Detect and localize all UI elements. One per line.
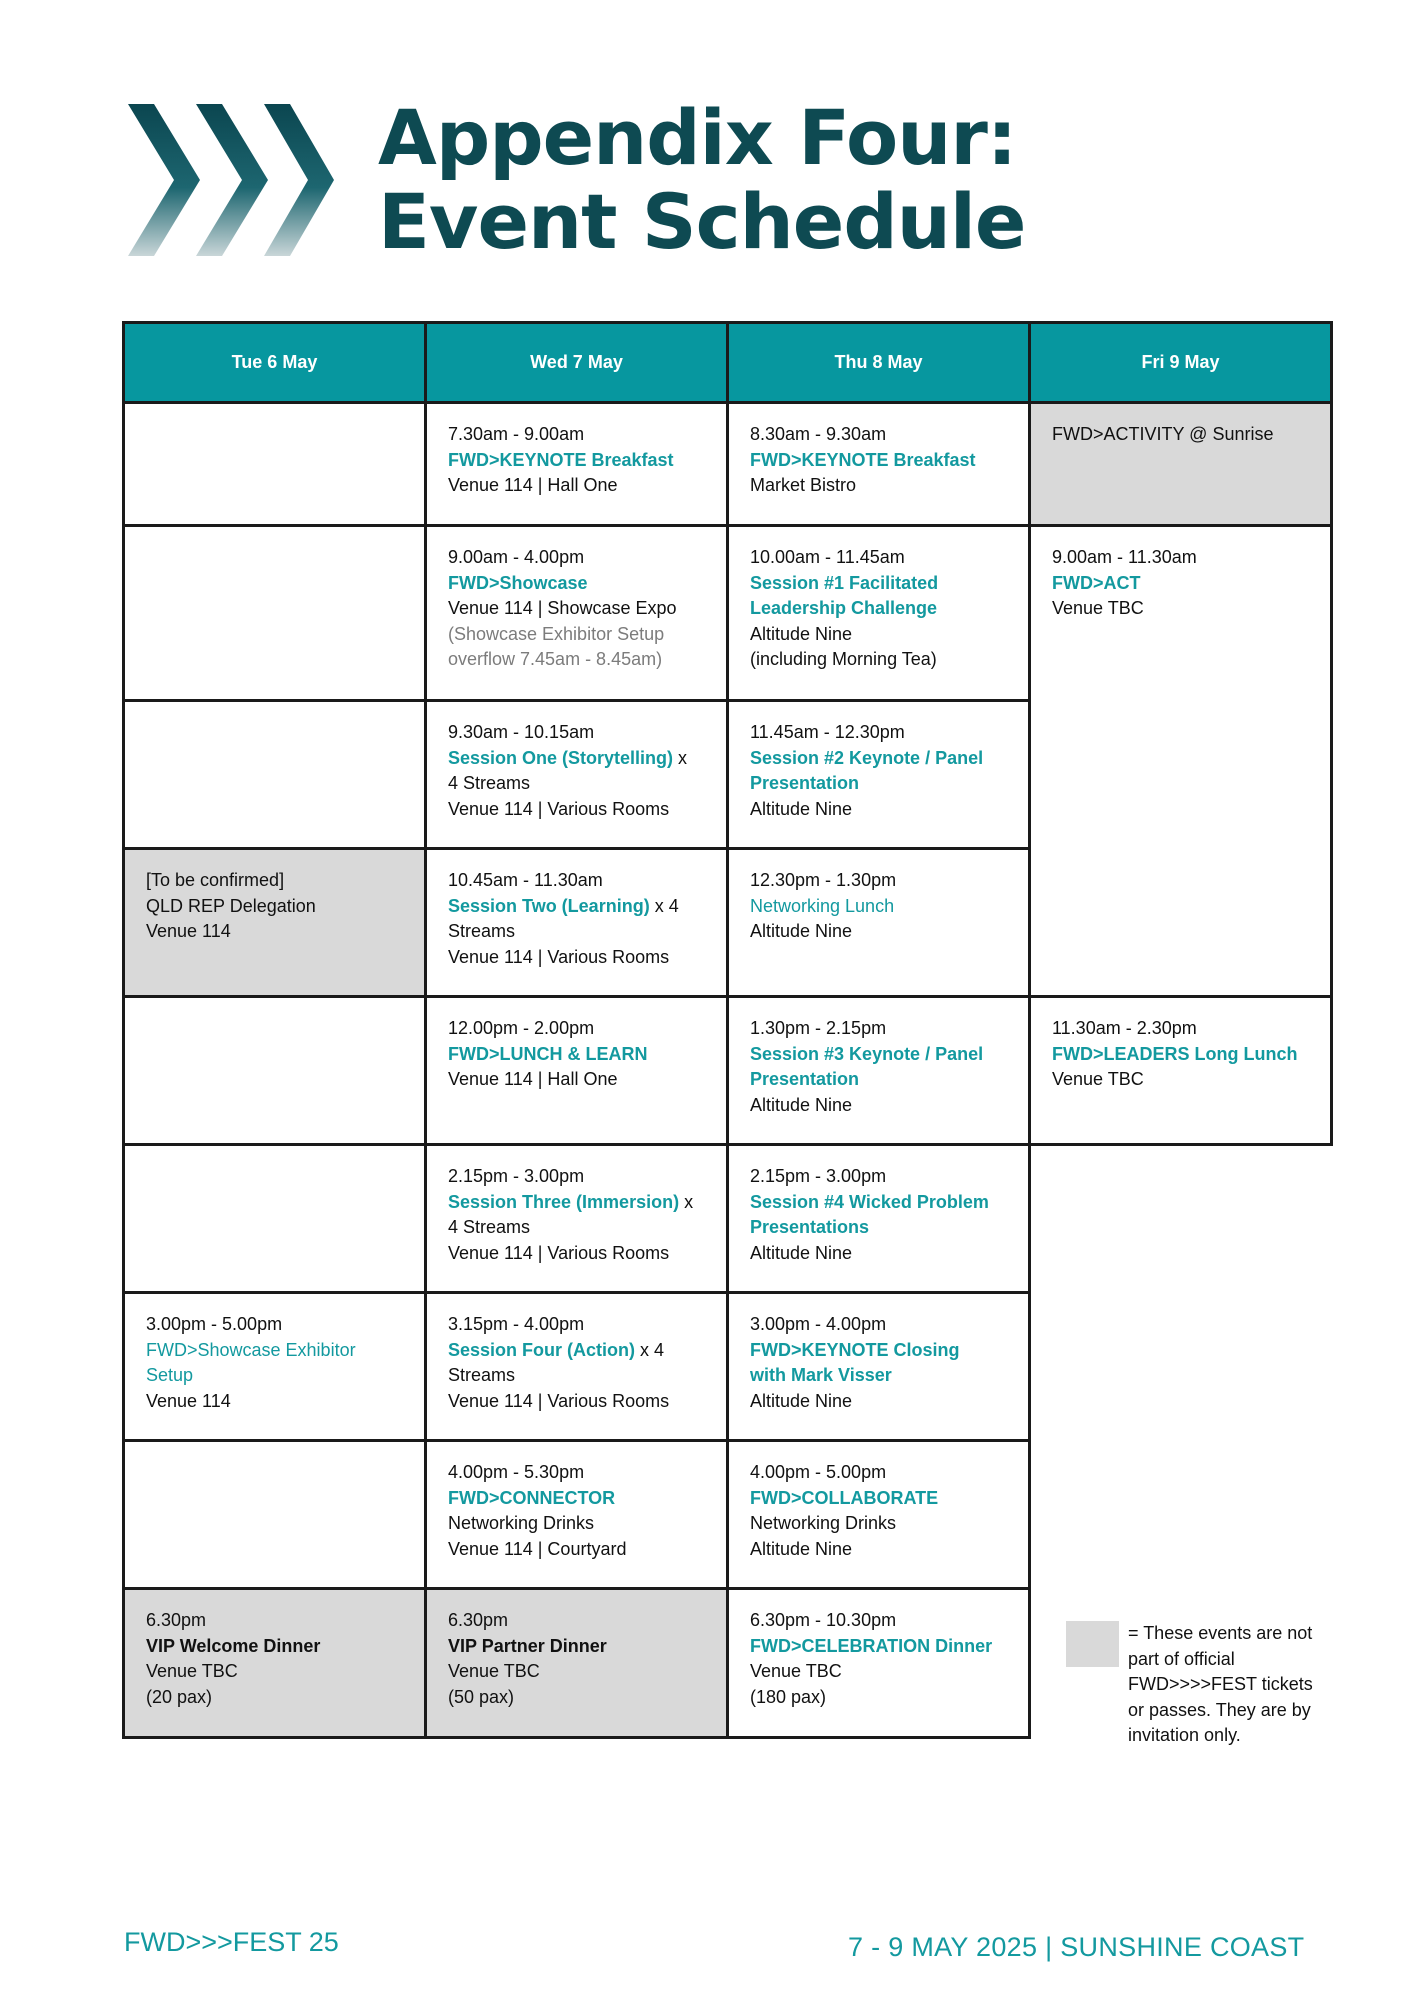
tue-slot-empty — [122, 1439, 427, 1590]
tue-slot-empty — [122, 699, 427, 850]
day-header-thu: Thu 8 May — [726, 321, 1031, 404]
thu-session-3-cell: 1.30pm - 2.15pm Session #3 Keynote / Panel Presentation Altitude Nine — [726, 995, 1031, 1146]
tue-slot-empty — [122, 524, 427, 702]
tue-slot-empty — [122, 1143, 427, 1294]
thu-session-2-cell: 11.45am - 12.30pm Session #2 Keynote / Panel Presentation Altitude Nine — [726, 699, 1031, 850]
wed-session-three-cell: 2.15pm - 3.00pm Session Three (Immersion) x 4 Streams Venue 114 | Various Rooms — [424, 1143, 729, 1294]
tue-slot-empty — [122, 401, 427, 527]
page-title: Appendix Four: Event Schedule — [378, 93, 1026, 266]
thu-session-4-cell: 2.15pm - 3.00pm Session #4 Wicked Problem Presentations Altitude Nine — [726, 1143, 1031, 1294]
wed-showcase-cell: 9.00am - 4.00pm FWD>Showcase Venue 114 | Showcase Expo (Showcase Exhibitor Setup overflow 7.45am - 8.45am) — [424, 524, 729, 702]
thu-celebration-dinner-cell: 6.30pm - 10.30pm FWD>CELEBRATION Dinner Venue TBC (180 pax) — [726, 1587, 1031, 1739]
tue-exhibitor-setup-cell: 3.00pm - 5.00pm FWD>Showcase Exhibitor Setup Venue 114 — [122, 1291, 427, 1442]
wed-vip-partner-dinner-cell: 6.30pm VIP Partner Dinner Venue TBC (50 pax) — [424, 1587, 729, 1739]
thu-networking-lunch-cell: 12.30pm - 1.30pm Networking Lunch Altitude Nine — [726, 847, 1031, 998]
fri-leaders-lunch-cell: 11.30am - 2.30pm FWD>LEADERS Long Lunch Venue TBC — [1028, 995, 1333, 1146]
day-header-wed: Wed 7 May — [424, 321, 729, 404]
footer-dates-location: 7 - 9 MAY 2025 | SUNSHINE COAST — [848, 1932, 1305, 1962]
wed-connector-cell: 4.00pm - 5.30pm FWD>CONNECTOR Networking Drinks Venue 114 | Courtyard — [424, 1439, 729, 1590]
thu-session-1-cell: 10.00am - 11.45am Session #1 Facilitated Leadership Challenge Altitude Nine (including Morning Tea) — [726, 524, 1031, 702]
wed-keynote-breakfast-cell: 7.30am - 9.00am FWD>KEYNOTE Breakfast Venue 114 | Hall One — [424, 401, 729, 527]
wed-session-four-cell: 3.15pm - 4.00pm Session Four (Action) x 4 Streams Venue 114 | Various Rooms — [424, 1291, 729, 1442]
thu-keynote-closing-cell: 3.00pm - 4.00pm FWD>KEYNOTE Closing with Mark Visser Altitude Nine — [726, 1291, 1031, 1442]
day-header-tue: Tue 6 May — [122, 321, 427, 404]
wed-lunch-learn-cell: 12.00pm - 2.00pm FWD>LUNCH & LEARN Venue 114 | Hall One — [424, 995, 729, 1146]
fri-activity-sunrise-cell: FWD>ACTIVITY @ Sunrise — [1028, 401, 1333, 527]
tue-slot-empty — [122, 995, 427, 1146]
thu-collaborate-cell: 4.00pm - 5.00pm FWD>COLLABORATE Networking Drinks Altitude Nine — [726, 1439, 1031, 1590]
thu-keynote-breakfast-cell: 8.30am - 9.30am FWD>KEYNOTE Breakfast Market Bistro — [726, 401, 1031, 527]
legend-note: = These events are not part of official FWD>>>>FEST tickets or passes. They are by invitation only. — [1128, 1623, 1313, 1745]
day-header-fri: Fri 9 May — [1028, 321, 1333, 404]
wed-session-one-cell: 9.30am - 10.15am Session One (Storytelling) x 4 Streams Venue 114 | Various Rooms — [424, 699, 729, 850]
tue-vip-dinner-cell: 6.30pm VIP Welcome Dinner Venue TBC (20 pax) — [122, 1587, 427, 1739]
fri-act-cell: 9.00am - 11.30am FWD>ACT Venue TBC — [1028, 524, 1333, 998]
wed-session-two-cell: 10.45am - 11.30am Session Two (Learning) x 4 Streams Venue 114 | Various Rooms — [424, 847, 729, 998]
footer-brand: FWD>>>FEST 25 — [124, 1927, 339, 1957]
legend-swatch — [1066, 1621, 1119, 1667]
tue-qld-delegation-cell: [To be confirmed] QLD REP Delegation Venue 114 — [122, 847, 427, 998]
